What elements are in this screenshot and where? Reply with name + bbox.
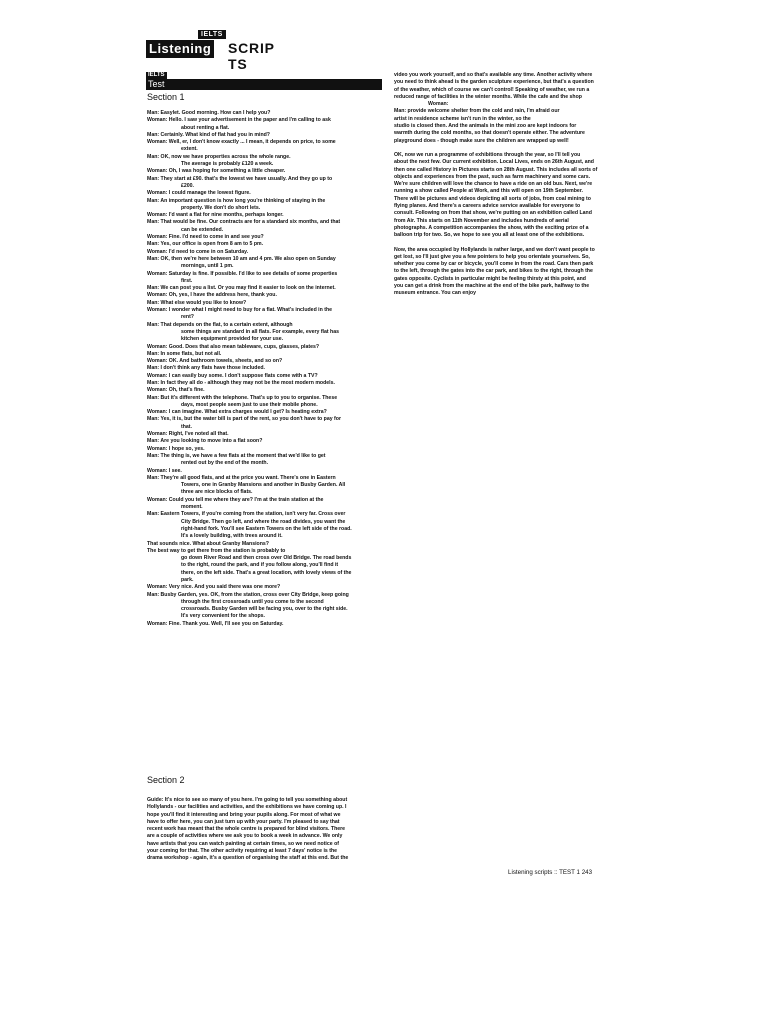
text-line: The average is probably £120 a week. — [181, 161, 274, 168]
text-line: Man: Certainly. What kind of flat had you in mind? — [147, 131, 270, 138]
text-line: extent. — [181, 146, 198, 153]
text-line: Man: But it's different with the telephone. That's up to you to organise. These — [147, 394, 338, 401]
text-line: Man: provide welcome shelter from the cold and rain, I'm afraid our — [394, 108, 560, 115]
text-line: Woman: I wonder what I might need to buy for a flat. What's included in the — [147, 307, 333, 314]
text-line: It's very convenient for the shops. — [181, 613, 265, 620]
text-line: Woman: Saturday is fine. If possible. I'd like to see details of some properties — [147, 270, 338, 277]
text-line: Man: Easylet. Good morning. How can I help you? — [147, 110, 271, 116]
text-line: about renting a flat. — [181, 124, 230, 131]
section-1-title: Section 1 — [147, 92, 185, 102]
text-line: Woman: — [428, 101, 449, 108]
text-line: to the right, round the park, and if you follow along, you'll find it — [181, 562, 339, 569]
right-column-text — [394, 72, 630, 298]
text-line: Woman: I can imagine. What extra charges would I get? Is heating extra? — [147, 409, 327, 416]
text-line: rent? — [181, 314, 194, 321]
text-line: Man: In fact they all do - although they may not be the most modern models. — [147, 379, 335, 386]
section-2-text — [147, 797, 383, 863]
ielts-tag: IELTS — [198, 30, 226, 39]
text-line: hope you'll find it interesting and bring your pupils along. For most of what we — [147, 811, 341, 818]
text-line: Woman: Very nice. And you said there was one more? — [147, 584, 281, 591]
text-line: Woman: Well, er, I don't know exactly ... I mean, it depends on price, to some — [147, 139, 336, 146]
text-line: Man: OK, now we have properties across the whole range. — [147, 153, 291, 160]
text-line: warmth during the cold months, so that doesn't operate either. The adventure — [394, 130, 585, 137]
scripts-label: SCRIP TS — [228, 40, 275, 72]
text-line: Towers, one in Granby Mansions and another in Busby Garden. All — [181, 482, 346, 489]
text-line: crossroads. Busby Garden will be facing you, over to the right side. — [181, 606, 348, 613]
text-line: Man: What else would you like to know? — [147, 299, 247, 306]
text-line: artist in residence scheme isn't run in the winter, so the — [394, 115, 531, 122]
page-footer: Listening scripts :: TEST 1 243 — [508, 869, 593, 876]
text-line: from Air. This starts on 11th November and includes hundreds of aerial — [394, 217, 569, 224]
text-line: Man: They start at £90. that's the lowest we have usually. And they go up to — [147, 175, 333, 182]
text-line: first. — [181, 277, 193, 284]
text-line: days, most people seem just to use their mobile phone. — [181, 401, 318, 408]
text-line: rented out by the end of the month. — [181, 460, 269, 467]
text-line: running a show called People at Work, and this will open on 19th September. — [394, 188, 583, 195]
text-line: have to offer here, you can just turn up with your party. I'm pleased to say that — [147, 818, 340, 825]
text-line — [394, 145, 630, 152]
text-line: Woman: I'd want a flat for nine months, perhaps longer. — [147, 212, 284, 219]
text-line: There will be pictures and videos depicting all sorts of jobs, from coal mining to — [394, 195, 591, 202]
text-line: Man: Eastern Towers, if you're coming from the station, isn't very far. Cross over — [147, 511, 346, 518]
text-line: recent work has meant that the whole centre is prepared for blind visitors. There — [147, 826, 346, 833]
text-line: Woman: I'd need to come in on Saturday. — [147, 248, 249, 255]
text-line: Hollylands - our facilities and activities, and the exhibitions we have coming up. I — [147, 804, 347, 811]
text-line: mornings, until 1 pm. — [181, 263, 234, 270]
text-line: City Bridge. Then go left, and where the road divides, you want the — [181, 518, 346, 525]
text-line: Man: I don't think any flats have those included. — [147, 365, 265, 372]
text-line: Woman: Hello. I saw your advertisement in the paper and I'm calling to ask — [147, 117, 331, 124]
text-line: Woman: Oh, that's fine. — [147, 387, 205, 394]
text-line: are a couple of activities where we ask you to book a week in advance. We only — [147, 833, 343, 840]
text-line: then one called History in Pictures starts on 28th August. This includes all sorts of — [394, 166, 598, 173]
text-line: Woman: Oh, yes, I have the address here, thank you. — [147, 292, 277, 299]
text-line: Man: That depends on the flat, to a certain extent, although — [147, 321, 293, 328]
text-line: drama workshop - again, it's a question of organising the staff at this end. But the — [147, 855, 349, 862]
text-line: Woman: I can easily buy some. I don't suppose flats come with a TV? — [147, 372, 318, 379]
text-line: Man: They're all good flats, and at the price you want. There's one in Eastern — [147, 474, 336, 481]
text-line: you can get a drink from the machine at the end of the bike park, halfway to the — [394, 283, 590, 290]
text-line: photographs. A competition accompanies the show, with the exciting prize of a — [394, 224, 589, 231]
text-line: Woman: Good. Does that also mean tableware, cups, glasses, plates? — [147, 343, 320, 350]
text-line: three are nice blocks of flats. — [181, 489, 253, 496]
test-label: Test — [146, 79, 382, 90]
text-line: that. — [181, 423, 192, 430]
text-line: OK, now we run a programme of exhibitions through the year, so I'll tell you — [394, 151, 581, 158]
text-line: your coming for that. The other activity requiring at least 7 days' notice is the — [147, 848, 338, 855]
text-line: video you work yourself, and so that's available any time. Another activity where — [394, 72, 593, 78]
test-bar — [146, 72, 382, 90]
text-line: to the left, through the gates into the car park, and bikes to the right, through the — [394, 268, 593, 275]
text-line: museum entrance. You can enjoy — [394, 290, 476, 297]
text-line: park. — [181, 577, 194, 583]
text-line: Man: In some flats, but not all. — [147, 350, 222, 357]
text-line: balloon trip for two. So, we hope to see you all at least one of the exhibitions. — [394, 232, 585, 239]
section-2-title: Section 2 — [147, 775, 185, 785]
text-line: £200. — [181, 182, 194, 189]
text-line: can be extended. — [181, 226, 224, 233]
text-line: have artists that you can watch painting at certain times, so we need notice of — [147, 840, 339, 847]
text-line: Woman: I could manage the lowest figure. — [147, 190, 251, 197]
text-line: Guide: It's nice to see so many of you here. I'm going to tell you something about — [147, 797, 348, 803]
text-line: Man: Are you looking to move into a flat soon? — [147, 438, 263, 445]
text-line: Now, the area occupied by Hollylands is rather large, and we don't want people to — [394, 246, 595, 253]
text-line: It's a lovely building, with trees around it. — [181, 533, 283, 540]
text-line: Man: That would be fine. Our contracts are for a standard six months, and that — [147, 219, 341, 226]
text-line: Woman: Fine. Thank you. Well, I'll see you on Saturday. — [147, 620, 284, 627]
text-line: go down River Road and then cross over Old Bridge. The road bends — [181, 555, 352, 562]
text-line: some things are standard in all flats. For example, every flat has — [181, 328, 339, 335]
text-line: of the weather, which of course we can't control! Speaking of weather, we run a — [394, 86, 590, 93]
text-line: Man: An important question is how long you're thinking of staying in the — [147, 197, 326, 204]
text-line: Woman: Oh, I was hoping for something a little cheaper. — [147, 168, 286, 175]
section-1-text — [147, 110, 383, 628]
text-line: Woman: Could you tell me where they are? I'm at the train station at the — [147, 496, 324, 503]
text-line: gates opposite. Cyclists in particular might be feeling thirsty at this point, and — [394, 275, 586, 282]
text-line — [394, 240, 630, 247]
text-line: there, on the left side. That's a great location, with lovely views of the — [181, 569, 352, 576]
text-line: flying planes. And there's a careers advice service available for everyone to — [394, 203, 581, 210]
listening-scripts-header — [146, 30, 306, 76]
text-line: We're sure children will love the chance to have a ride on an old bus. Next, we're — [394, 181, 593, 188]
text-line: studio is closed then. And the animals in the mini zoo are kept indoors for — [394, 123, 577, 130]
text-line: about the next few. Our current exhibition. Local Lives, ends on 26th August, and — [394, 159, 594, 166]
text-line: whether you come by car or bicycle, you'll come in from the road. Cars then park — [394, 261, 594, 268]
text-line: through the first crossroads until you come to the second — [181, 598, 324, 605]
listening-label: Listening — [146, 40, 214, 58]
text-line: kitchen equipment provided for your use. — [181, 336, 284, 343]
text-line: That sounds nice. What about Granby Mansions? — [147, 540, 269, 547]
text-line: you need to think ahead is the garden sculpture experience, but that's a question — [394, 79, 594, 86]
text-line: Woman: I see. — [147, 467, 182, 474]
text-line: moment. — [181, 504, 203, 511]
text-line: Man: We can post you a list. Or you may find it easier to look on the internet. — [147, 285, 336, 292]
test-ielts-tag: IELTS — [148, 72, 165, 78]
text-line: Woman: OK. And bathroom towels, sheets, and so on? — [147, 358, 283, 365]
text-line: playground does - though make sure the children are wrapped up well! — [394, 137, 569, 144]
text-line: Man: OK, then we're here between 10 am and 4 pm. We also open on Sunday — [147, 255, 336, 262]
text-line: Man: Yes, it is, but the water bill is part of the rent, so you don't have to pay for — [147, 416, 341, 423]
text-line: objects and experiences from the past, such as farm machinery and some cars. — [394, 173, 591, 180]
text-line: consult. Following on from that show, we're putting on an exhibition called Land — [394, 210, 592, 217]
text-line: property. We don't do short lets. — [181, 204, 261, 211]
text-line: get lost, so I'll just give you a few pointers to help you orientate yourselves. So, — [394, 253, 590, 260]
text-line: right-hand fork. You'll see Eastern Towers on the left side of the road. — [181, 525, 352, 532]
text-line: The best way to get there from the station is probably to — [147, 547, 286, 554]
text-line: reduced range of facilities in the winter months. While the cafe and the shop — [394, 93, 582, 100]
text-line: Woman: I hope so, yes. — [147, 445, 205, 452]
text-line: Man: The thing is, we have a few flats at the moment that we'd like to get — [147, 452, 326, 459]
text-line: Woman: Right, I've noted all that. — [147, 431, 229, 438]
text-line: Woman: Fine. I'd need to come in and see you? — [147, 234, 264, 241]
text-line: Man: Busby Garden, yes. OK, from the station, cross over City Bridge, keep going — [147, 591, 349, 598]
text-line: Man: Yes, our office is open from 8 am to 5 pm. — [147, 241, 264, 248]
